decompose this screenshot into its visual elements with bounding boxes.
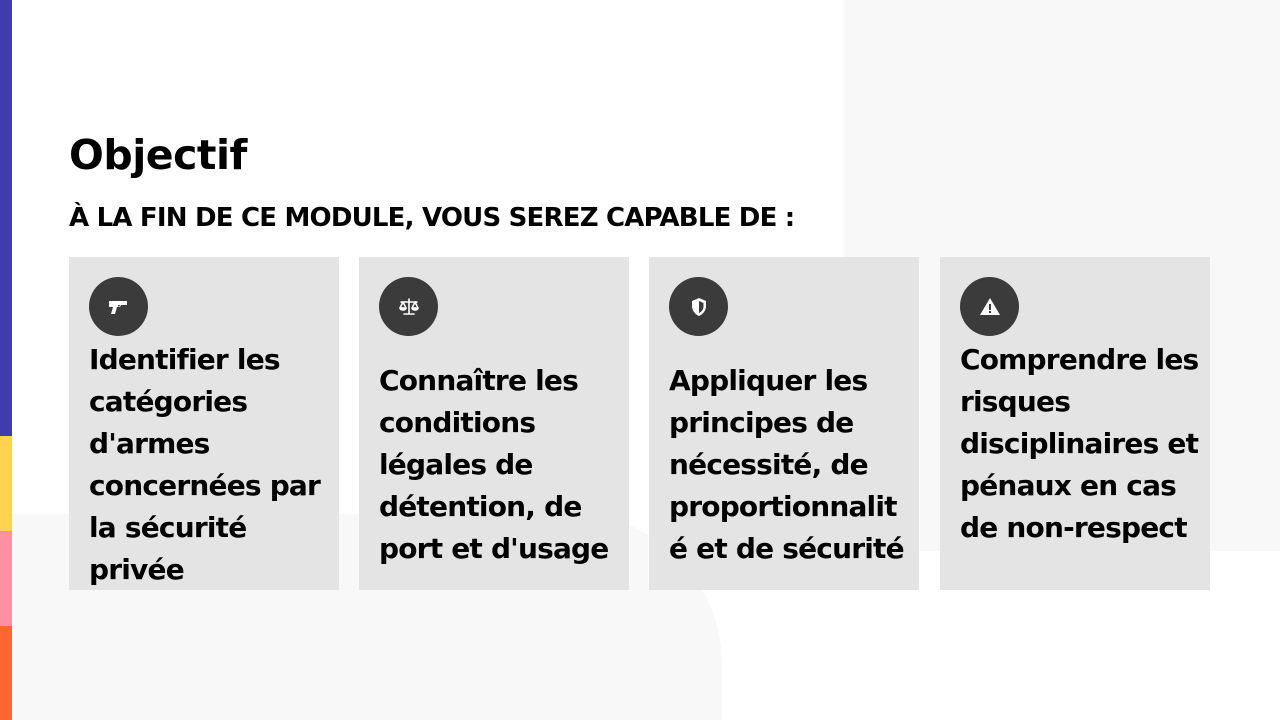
page-subtitle: À LA FIN DE CE MODULE, VOUS SEREZ CAPABLE DE : [69, 203, 795, 233]
warning-icon [960, 277, 1019, 336]
gun-icon [89, 277, 148, 336]
objective-card-legal [359, 257, 629, 590]
objective-card-weapons [69, 257, 339, 590]
stripe-segment-pink [0, 531, 12, 626]
objective-text: Connaître les conditions légales de détention, de port et d'usage [379, 364, 609, 565]
scale-icon [379, 277, 438, 336]
objective-text: Comprendre les risques disciplinaires et pénaux en cas de non-respect [960, 343, 1199, 544]
objective-card-risks [940, 257, 1210, 590]
shield-icon [669, 277, 728, 336]
objective-text: Identifier les catégories d'armes concernées par la sécurité privée [89, 343, 321, 586]
objective-card-principles [649, 257, 919, 590]
stripe-segment-yellow [0, 436, 12, 531]
page-title: Objectif [69, 131, 247, 179]
color-stripe [0, 0, 12, 720]
stripe-segment-blue [0, 0, 12, 436]
objective-text: Appliquer les principes de nécessité, de proportionnalité et de sécurité [669, 364, 904, 565]
stripe-segment-orange [0, 626, 12, 720]
